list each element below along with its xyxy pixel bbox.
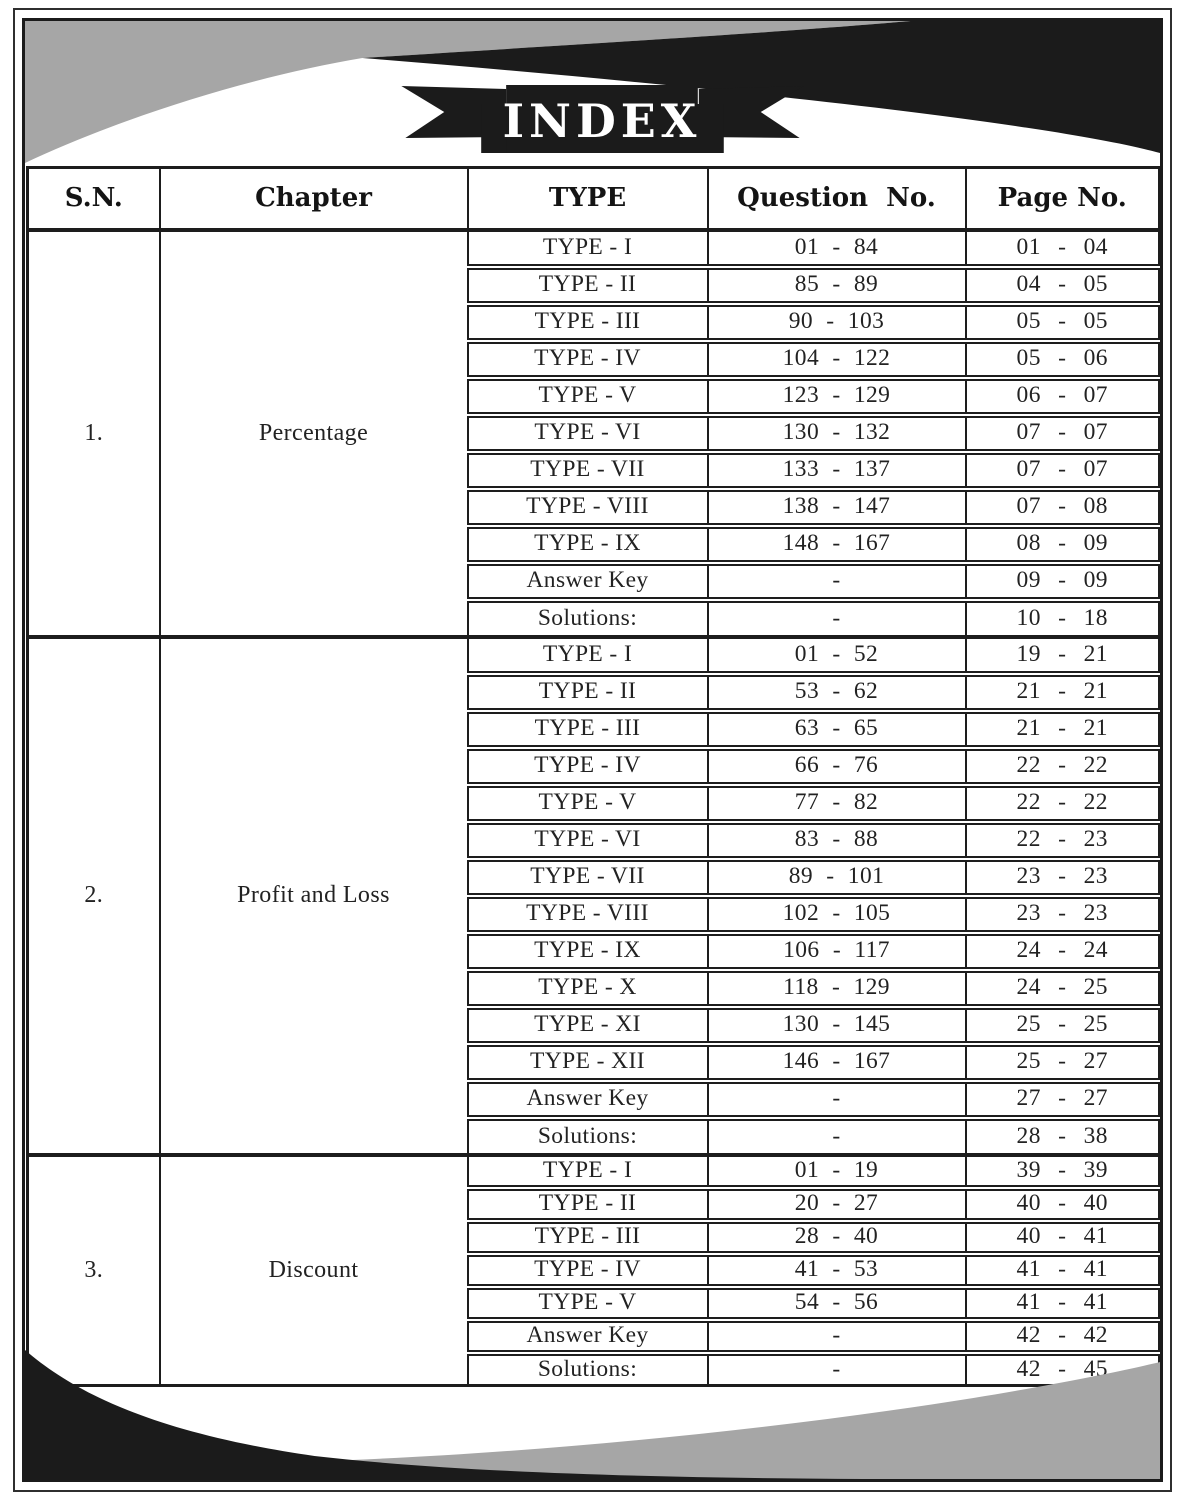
page-cell: 07 - 07 <box>966 415 1160 452</box>
type-cell: TYPE - V <box>468 378 708 415</box>
page-cell: 25 - 27 <box>966 1044 1160 1081</box>
sn-cell: 2. <box>28 637 160 1155</box>
type-cell: TYPE - VI <box>468 822 708 859</box>
footer-decoration <box>25 1338 1160 1479</box>
page-cell: 21 - 21 <box>966 674 1160 711</box>
type-cell: TYPE - V <box>468 785 708 822</box>
page-cell: 25 - 25 <box>966 1007 1160 1044</box>
index-ribbon <box>401 85 803 153</box>
type-cell: TYPE - IV <box>468 1254 708 1287</box>
page-cell: 42 - 42 <box>966 1320 1160 1353</box>
page-cell: 42 - 45 <box>966 1353 1160 1386</box>
question-cell: - <box>708 1081 966 1118</box>
question-cell: 89 - 101 <box>708 859 966 896</box>
page-cell: 27 - 27 <box>966 1081 1160 1118</box>
table-row <box>28 1155 1160 1188</box>
page-cell: 40 - 40 <box>966 1188 1160 1221</box>
table-row <box>28 637 1160 674</box>
question-cell: 77 - 82 <box>708 785 966 822</box>
page-cell: 01 - 04 <box>966 230 1160 267</box>
question-cell: 123 - 129 <box>708 378 966 415</box>
question-cell: 102 - 105 <box>708 896 966 933</box>
question-cell: 53 - 62 <box>708 674 966 711</box>
type-cell: TYPE - VI <box>468 415 708 452</box>
question-cell: 85 - 89 <box>708 267 966 304</box>
type-cell: TYPE - VII <box>468 452 708 489</box>
type-cell: TYPE - I <box>468 1155 708 1188</box>
page-cell: 06 - 07 <box>966 378 1160 415</box>
page-cell: 24 - 25 <box>966 970 1160 1007</box>
question-cell: 146 - 167 <box>708 1044 966 1081</box>
question-cell: 106 - 117 <box>708 933 966 970</box>
question-cell: 118 - 129 <box>708 970 966 1007</box>
type-cell: TYPE - VIII <box>468 896 708 933</box>
type-cell: TYPE - III <box>468 711 708 748</box>
page-cell: 23 - 23 <box>966 859 1160 896</box>
page-cell: 28 - 38 <box>966 1118 1160 1155</box>
page-cell: 08 - 09 <box>966 526 1160 563</box>
type-cell: TYPE - II <box>468 267 708 304</box>
question-cell: 148 - 167 <box>708 526 966 563</box>
question-cell: - <box>708 1353 966 1386</box>
question-cell: 104 - 122 <box>708 341 966 378</box>
page-cell: 19 - 21 <box>966 637 1160 674</box>
table-row <box>28 230 1160 267</box>
type-cell: TYPE - IV <box>468 341 708 378</box>
type-cell: TYPE - V <box>468 1287 708 1320</box>
sn-cell: 1. <box>28 230 160 637</box>
type-cell: TYPE - VII <box>468 859 708 896</box>
page-cell: 04 - 05 <box>966 267 1160 304</box>
question-cell: - <box>708 1118 966 1155</box>
page-cell: 05 - 06 <box>966 341 1160 378</box>
question-cell: - <box>708 600 966 637</box>
question-cell: 130 - 145 <box>708 1007 966 1044</box>
header-question-no: Question No. <box>708 168 966 230</box>
type-cell: Answer Key <box>468 1081 708 1118</box>
type-cell: Solutions: <box>468 1118 708 1155</box>
page-cell: 09 - 09 <box>966 563 1160 600</box>
type-cell: TYPE - IV <box>468 748 708 785</box>
footer-swoosh-gray <box>351 1362 1160 1479</box>
page-cell: 24 - 24 <box>966 933 1160 970</box>
type-cell: TYPE - X <box>468 970 708 1007</box>
page-inner-border <box>22 18 1163 1482</box>
type-cell: TYPE - XI <box>468 1007 708 1044</box>
page-outer-border <box>13 8 1172 1492</box>
page-cell: 22 - 23 <box>966 822 1160 859</box>
question-cell: 01 - 19 <box>708 1155 966 1188</box>
header-decoration <box>25 21 1160 166</box>
page-cell: 41 - 41 <box>966 1254 1160 1287</box>
question-cell: 01 - 84 <box>708 230 966 267</box>
question-cell: 83 - 88 <box>708 822 966 859</box>
page-cell: 39 - 39 <box>966 1155 1160 1188</box>
question-cell: 41 - 53 <box>708 1254 966 1287</box>
type-cell: Answer Key <box>468 1320 708 1353</box>
index-table <box>26 166 1161 1387</box>
page-cell: 40 - 41 <box>966 1221 1160 1254</box>
type-cell: TYPE - VIII <box>468 489 708 526</box>
question-cell: 66 - 76 <box>708 748 966 785</box>
header-type: TYPE <box>468 168 708 230</box>
question-cell: 138 - 147 <box>708 489 966 526</box>
question-cell: 63 - 65 <box>708 711 966 748</box>
page-cell: 10 - 18 <box>966 600 1160 637</box>
page-title: INDEX <box>502 93 702 149</box>
page-cell: 21 - 21 <box>966 711 1160 748</box>
type-cell: TYPE - III <box>468 1221 708 1254</box>
type-cell: TYPE - III <box>468 304 708 341</box>
type-cell: TYPE - IX <box>468 526 708 563</box>
question-cell: 133 - 137 <box>708 452 966 489</box>
type-cell: TYPE - I <box>468 230 708 267</box>
type-cell: Solutions: <box>468 600 708 637</box>
index-table-body <box>28 230 1160 1386</box>
type-cell: TYPE - IX <box>468 933 708 970</box>
page-cell: 22 - 22 <box>966 785 1160 822</box>
question-cell: 130 - 132 <box>708 415 966 452</box>
question-cell: 28 - 40 <box>708 1221 966 1254</box>
question-cell: 20 - 27 <box>708 1188 966 1221</box>
chapter-cell: Percentage <box>160 230 468 637</box>
question-cell: - <box>708 563 966 600</box>
question-cell: - <box>708 1320 966 1353</box>
type-cell: Answer Key <box>468 563 708 600</box>
header-page-no: Page No. <box>966 168 1160 230</box>
page-cell: 23 - 23 <box>966 896 1160 933</box>
page-cell: 07 - 08 <box>966 489 1160 526</box>
header-sn: S.N. <box>28 168 160 230</box>
chapter-cell: Discount <box>160 1155 468 1386</box>
question-cell: 01 - 52 <box>708 637 966 674</box>
page-cell: 05 - 05 <box>966 304 1160 341</box>
type-cell: TYPE - II <box>468 674 708 711</box>
chapter-cell: Profit and Loss <box>160 637 468 1155</box>
table-header-row <box>28 168 1160 230</box>
type-cell: TYPE - I <box>468 637 708 674</box>
question-cell: 54 - 56 <box>708 1287 966 1320</box>
question-cell: 90 - 103 <box>708 304 966 341</box>
type-cell: TYPE - XII <box>468 1044 708 1081</box>
header-chapter: Chapter <box>160 168 468 230</box>
page-cell: 07 - 07 <box>966 452 1160 489</box>
page-cell: 41 - 41 <box>966 1287 1160 1320</box>
page-cell: 22 - 22 <box>966 748 1160 785</box>
type-cell: Solutions: <box>468 1353 708 1386</box>
sn-cell: 3. <box>28 1155 160 1386</box>
type-cell: TYPE - II <box>468 1188 708 1221</box>
